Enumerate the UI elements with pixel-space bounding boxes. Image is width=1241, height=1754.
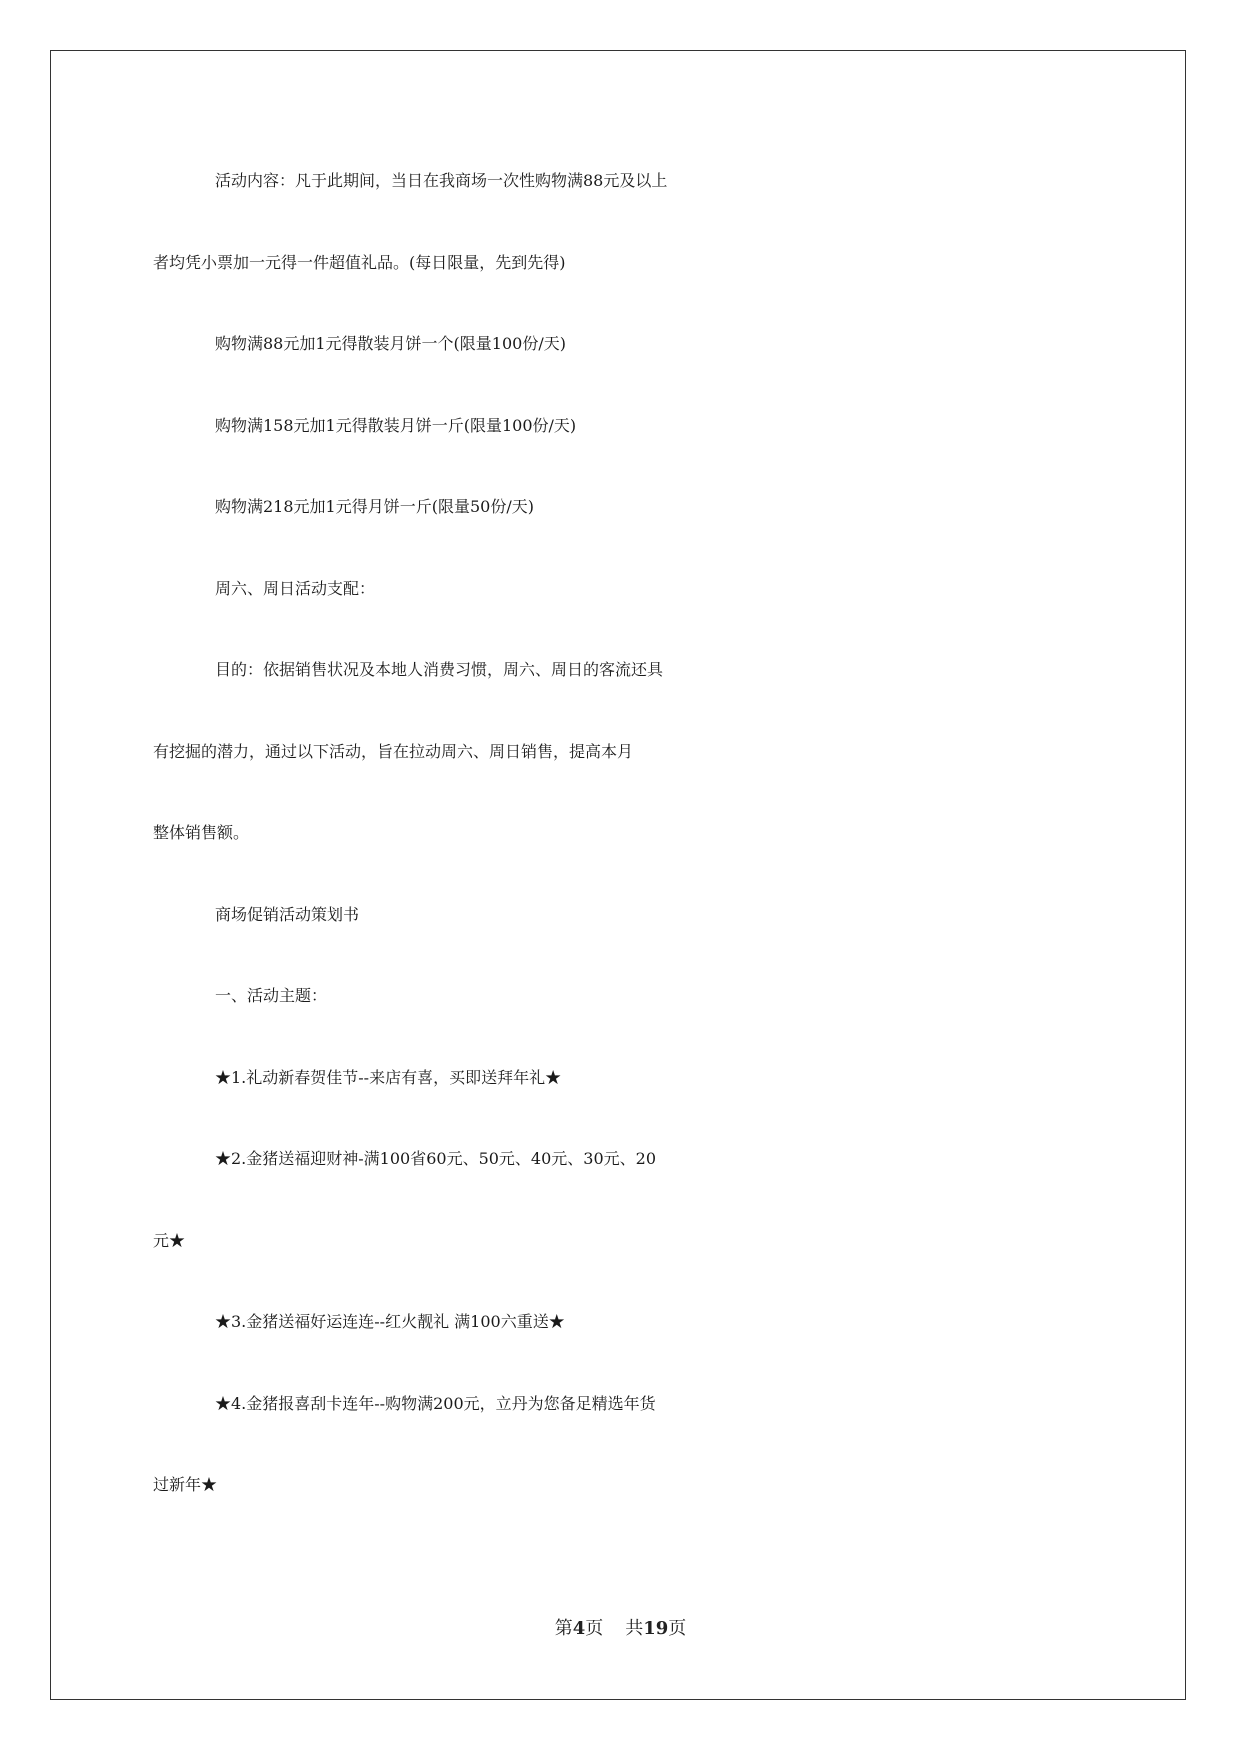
document-body bbox=[153, 168, 1093, 1554]
text-line: 活动内容：凡于此期间，当日在我商场一次性购物满88元及以上 bbox=[215, 171, 668, 190]
text-line: 者均凭小票加一元得一件超值礼品。(每日限量，先到先得) bbox=[153, 252, 566, 272]
text-line: 目的：依据销售状况及本地人消费习惯，周六、周日的客流还具 bbox=[215, 660, 664, 679]
text-line: 周六、周日活动支配： bbox=[215, 578, 376, 598]
section-heading: 一、活动主题： bbox=[215, 986, 328, 1005]
page-suffix: 页 bbox=[585, 1618, 604, 1639]
theme-item-1: ★1.礼动新春贺佳节--来店有喜，买即送拜年礼★ bbox=[215, 1067, 562, 1087]
section-title: 商场促销活动策划书 bbox=[215, 904, 360, 924]
text-line: 购物满158元加1元得散装月饼一斤(限量100份/天) bbox=[215, 415, 577, 435]
text-line: 购物满88元加1元得散装月饼一个(限量100份/天) bbox=[215, 334, 566, 353]
page-prefix: 第 bbox=[554, 1618, 573, 1639]
total-suffix: 页 bbox=[668, 1618, 687, 1639]
text-line: 元★ bbox=[153, 1230, 186, 1250]
total-pages: 19 bbox=[643, 1618, 669, 1639]
text-line: 购物满218元加1元得月饼一斤(限量50份/天) bbox=[215, 497, 534, 516]
theme-item-4: ★4.金猪报喜刮卡连年--购物满200元，立丹为您备足精选年货 bbox=[215, 1393, 656, 1413]
theme-item-3: ★3.金猪送福好运连连--红火靓礼 满100六重送★ bbox=[215, 1312, 565, 1331]
text-line: 有挖掘的潜力，通过以下活动，旨在拉动周六、周日销售，提高本月 bbox=[153, 741, 634, 761]
text-line: 整体销售额。 bbox=[153, 823, 250, 842]
theme-item-2: ★2.金猪送福迎财神-满100省60元、50元、40元、30元、20 bbox=[215, 1149, 657, 1168]
page-footer bbox=[0, 1614, 1241, 1640]
page-number: 4 bbox=[572, 1618, 586, 1639]
text-line: 过新年★ bbox=[153, 1475, 218, 1494]
total-prefix: 共 bbox=[625, 1618, 644, 1639]
